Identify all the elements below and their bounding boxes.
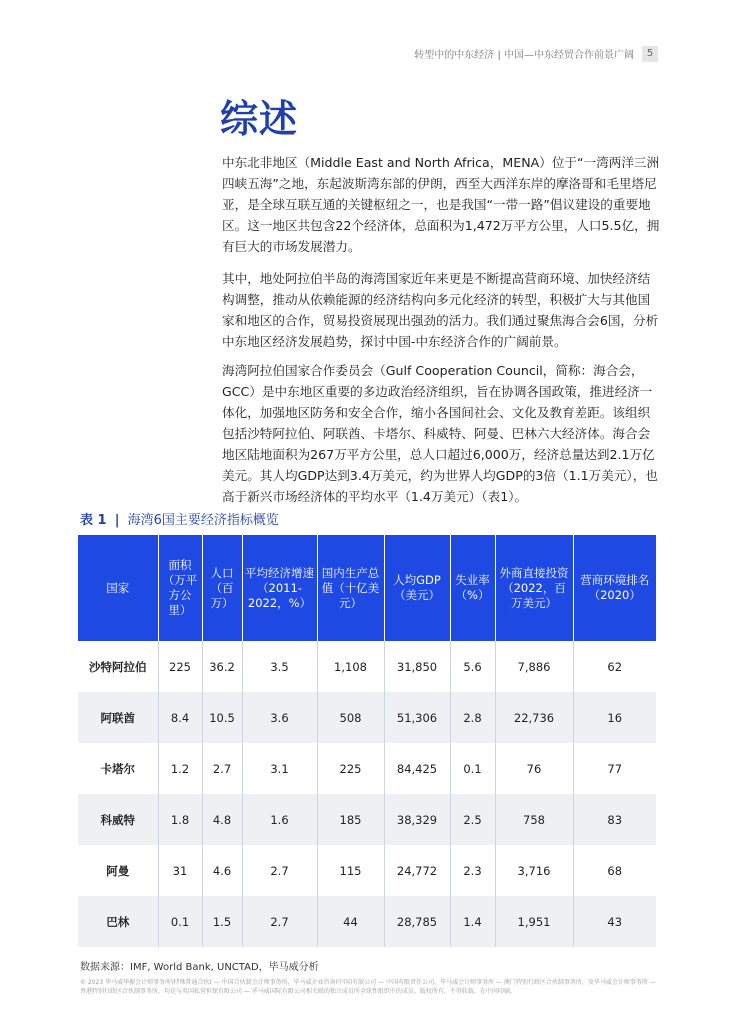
table-cell: 2.3 — [450, 845, 495, 896]
economic-indicators-table — [78, 535, 656, 947]
paragraph-2: 其中，地处阿拉伯半岛的海湾国家近年来更是不断提高营商环境、加快经济结构调整，推动从依赖能源的经济结构向多元化经济的转型，积极扩大与其他国家和地区的合作，贸易投资展现出强劲的活力。我们通过聚焦海合会6国，分析中东地区经济发展趋势，探讨中国-中东经济合作的广阔前景。 — [222, 271, 659, 349]
data-source: 数据来源：IMF, World Bank, UNCTAD，毕马威分析 — [80, 962, 319, 973]
table-cell-country: 阿联酋 — [78, 692, 158, 743]
table-cell: 225 — [317, 743, 384, 794]
table-cell: 1.2 — [158, 743, 202, 794]
table-cell: 0.1 — [158, 896, 202, 947]
table-header-cell: 外商直接投资（2022，百万美元） — [495, 535, 573, 641]
table-header-cell: 平均经济增速（2011-2022，%） — [242, 535, 317, 641]
table-body — [78, 641, 656, 947]
table-caption-title: 海湾6国主要经济指标概览 — [127, 513, 279, 528]
table-cell: 5.6 — [450, 641, 495, 692]
table-header-cell: 人均GDP（美元） — [384, 535, 450, 641]
table-cell: 4.8 — [202, 794, 242, 845]
table-header-row — [78, 535, 656, 641]
table-cell: 1,951 — [495, 896, 573, 947]
table-cell: 3,716 — [495, 845, 573, 896]
table-header-cell: 人口（百万） — [202, 535, 242, 641]
table-cell: 22,736 — [495, 692, 573, 743]
table-cell-country: 阿曼 — [78, 845, 158, 896]
table-caption — [80, 509, 279, 528]
table-cell: 0.1 — [450, 743, 495, 794]
table-cell: 3.5 — [242, 641, 317, 692]
table-header-cell: 失业率（%） — [450, 535, 495, 641]
table-cell: 38,329 — [384, 794, 450, 845]
table-cell: 1.8 — [158, 794, 202, 845]
table-header-cell: 面积（万平方公里） — [158, 535, 202, 641]
table-cell: 3.1 — [242, 743, 317, 794]
table-cell: 1.5 — [202, 896, 242, 947]
table-cell: 24,772 — [384, 845, 450, 896]
table-cell: 83 — [573, 794, 656, 845]
table-cell-country: 沙特阿拉伯 — [78, 641, 158, 692]
table-cell: 2.5 — [450, 794, 495, 845]
table-cell: 2.7 — [242, 845, 317, 896]
table-cell: 31 — [158, 845, 202, 896]
table-cell: 2.7 — [242, 896, 317, 947]
paragraph-1: 中东北非地区（Middle East and North Africa，MENA）位于“一湾两洋三洲四峡五海”之地，东起波斯湾东部的伊朗，西至大西洋东岸的摩洛哥和毛里塔尼亚，是全球互联互通的关键枢纽之一，也是我国“一带一路”倡议建设的重要地区。这一地区共包含22个经济体，总面积为1,472万平方公里，人口5.5亿，拥有巨大的市场发展潜力。 — [222, 155, 660, 254]
table-cell: 44 — [317, 896, 384, 947]
header-title: 转型中的中东经济 | 中国—中东经贸合作前景广阔 — [414, 50, 634, 61]
table-cell: 36.2 — [202, 641, 242, 692]
page-title: 综述 — [220, 97, 299, 141]
table-cell: 758 — [495, 794, 573, 845]
table-cell: 4.6 — [202, 845, 242, 896]
table-cell: 62 — [607, 659, 623, 674]
table-cell: 43 — [573, 896, 656, 947]
table-cell: 3.6 — [242, 692, 317, 743]
table-cell: 2.8 — [450, 692, 495, 743]
table-header-cell: 国家 — [78, 535, 158, 641]
table-cell: 1,108 — [317, 641, 384, 692]
table-row — [78, 794, 656, 845]
table-cell: 508 — [317, 692, 384, 743]
table-row — [78, 896, 656, 947]
table-row — [78, 845, 656, 896]
table-caption-number: 表 1 — [80, 513, 107, 528]
table-cell: 16 — [573, 692, 656, 743]
table-cell-country: 卡塔尔 — [78, 743, 158, 794]
table-row — [78, 692, 656, 743]
table-cell-country: 巴林 — [78, 896, 158, 947]
table-cell: 1.4 — [450, 896, 495, 947]
table-header-cell: 国内生产总值（十亿美元） — [317, 535, 384, 641]
table-cell: 76 — [495, 743, 573, 794]
table-cell: 51,306 — [384, 692, 450, 743]
table-cell: 7,886 — [495, 641, 573, 692]
page-number: 5 — [642, 46, 658, 62]
table-cell-country: 科威特 — [78, 794, 158, 845]
table-row — [78, 743, 656, 794]
table-cell: 1.6 — [242, 794, 317, 845]
table-cell: 8.4 — [158, 692, 202, 743]
table-cell: 115 — [317, 845, 384, 896]
table-cell: 31,850 — [384, 641, 450, 692]
table-row — [78, 641, 656, 692]
table-caption-separator: | — [114, 513, 120, 528]
table-cell: 28,785 — [384, 896, 450, 947]
table-cell: 10.5 — [202, 692, 242, 743]
copyright-footer: © 2023 毕马威华振会计师事务所(特殊普通合伙) — 中国合伙制会计师事务所，毕马威企业咨询(中国)有限公司 — 中国有限责任公司，毕马威会计师事务所 — 澳门特别行政区合伙制事务所，及毕马威会计师事务所 — 香港特别行政区合伙制事务所，均是与英国私营担保有限公司 — 毕马威国际有限公司相关联的独立成员所全球性组织中的成员。版权所有，不得转载。在中国印刷。 — [80, 979, 656, 995]
table-cell: 77 — [607, 761, 623, 776]
table-cell: 68 — [607, 863, 623, 878]
table-cell: 185 — [317, 794, 384, 845]
running-header — [414, 46, 634, 61]
paragraph-3: 海湾阿拉伯国家合作委员会（Gulf Cooperation Council，简称：海合会，GCC）是中东地区重要的多边政治经济组织，旨在协调各国政策，推进经济一体化，加强地区防务和安全合作，缩小各国间社会、文化及教育差距。该组织包括沙特阿拉伯、阿联酋、卡塔尔、科威特、阿曼、巴林六大经济体。海合会地区陆地面积为267万平方公里，总人口超过6,000万，经济总量达到2.1万亿美元。其人均GDP达到3.4万美元，约为世界人均GDP的3倍（1.1万美元），也高于新兴市场经济体的平均水平（1.4万美元）（表1）。 — [222, 363, 658, 504]
table-cell: 2.7 — [202, 743, 242, 794]
table-cell: 84,425 — [384, 743, 450, 794]
table-cell: 225 — [158, 641, 202, 692]
table-header-cell: 营商环境排名（2020） — [573, 535, 656, 641]
